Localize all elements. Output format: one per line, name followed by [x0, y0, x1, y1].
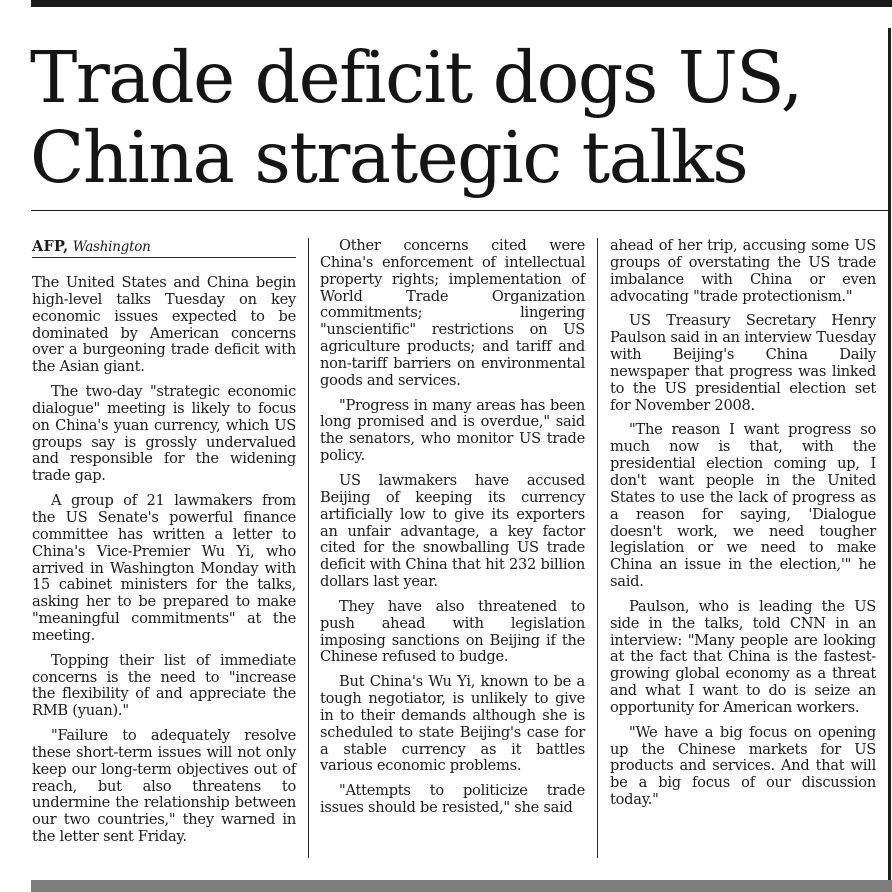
paragraph: They have also threatened to push ahead with legislation imposing sanctions on Beijing if the Chinese refused to budge.: [320, 597, 585, 666]
byline: [32, 238, 296, 255]
article-column-3: [610, 238, 876, 878]
paragraph: US Treasury Secretary Henry Paulson said in an interview Tuesday with Beijing's China Daily newspaper that progress was linked to the US presidential election set for November 2008.: [610, 312, 876, 414]
paragraph: The United States and China begin high-level talks Tuesday on key economic issues expected to be dominated by American concerns over a burgeoning trade deficit with the Asian giant.: [32, 274, 296, 376]
paragraph: The two-day "strategic economic dialogue" meeting is likely to focus on China's yuan currency, which US groups say is grossly undervalued and responsible for the widening trade gap.: [32, 383, 296, 485]
paragraph-continued: ahead of her trip, accusing some US groups of overstating the US trade imbalance with China or even advocating "trade protectionism.": [610, 237, 876, 305]
paragraph: A group of 21 lawmakers from the US Senate's powerful finance committee has written a letter to China's Vice-Premier Wu Yi, who arrived in Washington Monday with 15 cabinet ministers for the talks, asking her to be prepared to make "meaningful commitments" at the meeting.: [32, 492, 296, 644]
article-headline: Trade deficit dogs US, China strategic talks: [30, 36, 802, 199]
headline-divider: [31, 210, 888, 211]
paragraph: "Progress in many areas has been long promised and is overdue," said the senators, who monitor US trade policy.: [320, 396, 585, 465]
byline-rule: [32, 257, 296, 258]
article-column-2: [320, 238, 585, 878]
paragraph: But China's Wu Yi, known to be a tough negotiator, is unlikely to give in to their demands although she is scheduled to state Beijing's case for a stable currency as it battles various economic problems.: [320, 673, 585, 775]
paragraph: "The reason I want progress so much now is that, with the presidential election coming up, I don't want people in the United States to use the lack of progress as a reason for saying, 'Dialogue doesn't work, we need tougher legislation or we need to make China an issue in the election,'" he said.: [610, 421, 876, 591]
byline-city: Washington: [72, 239, 151, 255]
column-divider-2: [597, 238, 598, 858]
byline-agency: AFP,: [32, 238, 69, 255]
paragraph: US lawmakers have accused Beijing of keeping its currency artificially low to give its exporters an unfair advantage, a key factor cited for the snowballing US trade deficit with China that hit 232 billion dollars last year.: [320, 471, 585, 591]
paragraph: Other concerns cited were China's enforcement of intellectual property rights; implementation of World Trade Organization commitments; lingering "unscientific" restrictions on US agriculture products; and tariff and non-tariff barriers on environmental goods and services.: [320, 237, 585, 389]
column-divider-1: [308, 238, 309, 858]
paragraph: "We have a big focus on opening up the Chinese markets for US products and services. And that will be a big focus of our discussion today.": [610, 723, 876, 809]
paragraph: "Attempts to politicize trade issues should be resisted," she said: [320, 782, 585, 817]
right-border-rule: [888, 28, 891, 890]
paragraph: "Failure to adequately resolve these short-term issues will not only keep our long-term objectives out of reach, but also threatens to undermine the relationship between our two countries," they warned in the letter sent Friday.: [32, 727, 296, 846]
article-column-1: [32, 238, 296, 878]
top-border-bar: [31, 0, 892, 7]
paragraph: Paulson, who is leading the US side in the talks, told CNN in an interview: "Many people are looking at the fact that China is the fastest-growing global economy as a threat and what I want to do is seize an opportunity for American workers.: [610, 597, 876, 716]
paragraph: Topping their list of immediate concerns is the need to "increase the flexibility of and appreciate the RMB (yuan).": [32, 651, 296, 720]
bottom-border-bar: [31, 880, 892, 892]
